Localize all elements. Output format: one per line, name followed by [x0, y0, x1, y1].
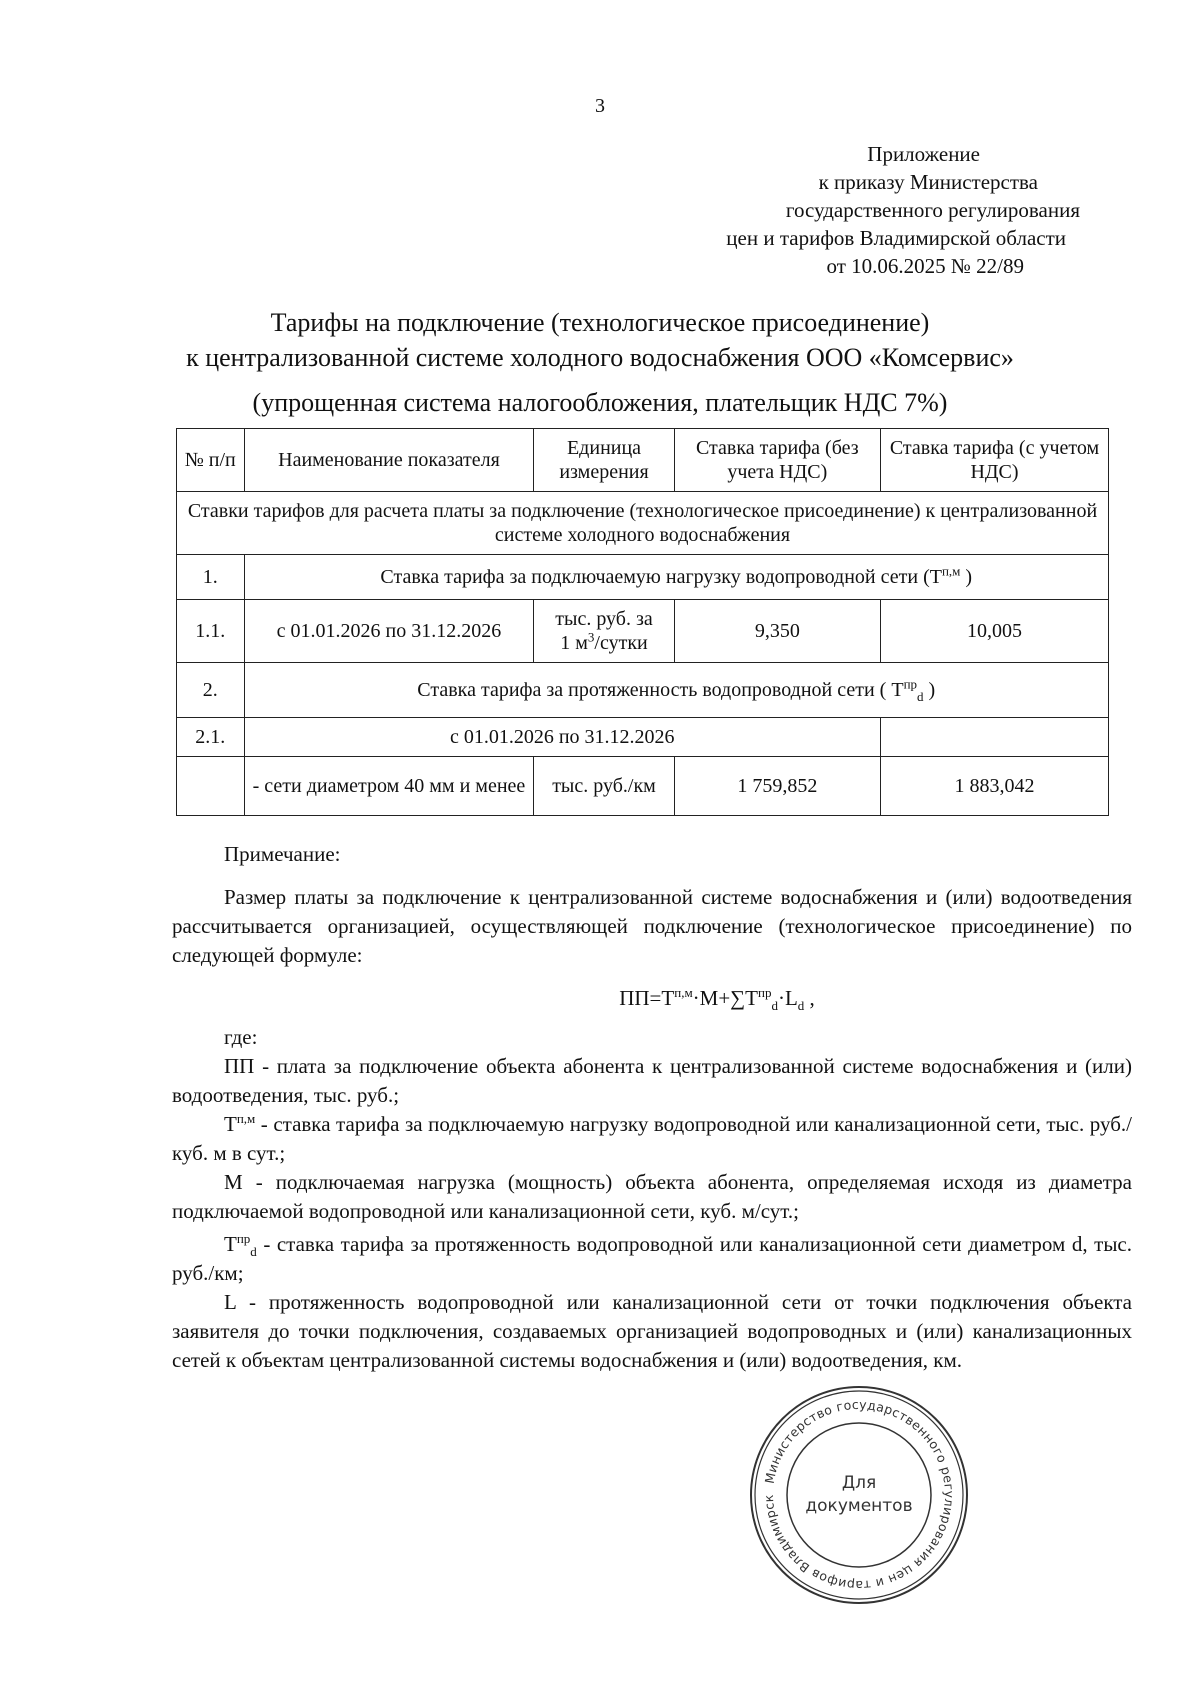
appendix-line: Приложение — [867, 142, 980, 166]
tariff-table — [176, 428, 1109, 816]
payment-formula: $ПП=Т^{п,м}\cdot М+\sum Т^{пр}_d\cdot L_d$ , — [619, 985, 815, 1014]
notes-intro: Размер платы за подключение к централизованной системе водоснабжения и (или) водоотведения рассчитывается организацией, осуществляющей подключение (технологическое присоединение) по следующей формуле: — [172, 885, 1132, 967]
appendix-header — [660, 140, 1080, 280]
section-title: Ставки тарифов для расчета платы за подключение (технологическое присоединение) к централизованной системе холодного водоснабжения — [177, 492, 1109, 555]
definition-m: М - подключаемая нагрузка (мощность) объекта абонента, определяемая исходя из диаметра подключаемой водопроводной или канализационной сети, куб. м/сут.; — [172, 1170, 1132, 1223]
page-number: 3 — [595, 95, 605, 117]
appendix-line: государственного регулирования — [785, 198, 1080, 222]
row-period: с 01.01.2026 по 31.12.2026 — [244, 718, 881, 757]
row-period: с 01.01.2026 по 31.12.2026 — [244, 600, 534, 663]
header-name: Наименование показателя — [244, 429, 534, 492]
definition-l: L - протяженность водопроводной или канализационной сети от точки подключения объекта заявителя до точки подключения, создаваемых организацией водопроводных и (или) канализационных сетей к объектам централизованной системы водоснабжения и (или) водоотведения, км. — [172, 1290, 1132, 1372]
row-num: 1. — [177, 555, 245, 600]
header-num: № п/п — [177, 429, 245, 492]
row-num: 2. — [177, 663, 245, 718]
appendix-line: цен и тарифов Владимирской области — [726, 226, 1066, 250]
appendix-line: к приказу Министерства — [818, 170, 1038, 194]
table-row — [177, 757, 1109, 816]
header-rate-with-vat: Ставка тарифа (с учетом НДС) — [881, 429, 1109, 492]
row-unit: тыс. руб. за 1 $м^3$/сутки — [534, 600, 674, 663]
table-row — [177, 600, 1109, 663]
row-num: 1.1. — [177, 600, 245, 663]
row-rate-no-vat: 1 759,852 — [674, 757, 880, 816]
table-row — [177, 555, 1109, 600]
definition-tpm: $Т^{п,м}$ - ставка тарифа за подключаемую нагрузку водопроводной или канализационной сети, тыс. руб./куб. м в сут.; — [172, 1111, 1132, 1165]
row-rate-no-vat: 9,350 — [674, 600, 880, 663]
table-row — [177, 663, 1109, 718]
header-rate-no-vat: Ставка тарифа (без учета НДС) — [674, 429, 880, 492]
row-rate-with-vat: 1 883,042 — [881, 757, 1109, 816]
title-line: Тарифы на подключение (технологическое присоединение) — [270, 308, 930, 337]
appendix-date-number: от 10.06.2025 № 22/89 — [826, 254, 1024, 278]
document-title — [0, 305, 1200, 420]
row-pipe-name: - сети диаметром 40 мм и менее — [244, 757, 534, 816]
table-header-row — [177, 429, 1109, 492]
notes-heading: Примечание: — [224, 842, 341, 866]
table-row — [177, 718, 1109, 757]
notes-section — [172, 840, 1132, 1375]
row-num — [177, 757, 245, 816]
stamp-center-text: Для документов — [805, 1473, 913, 1516]
title-line: к централизованной системе холодного водоснабжения ООО «Комсервис» — [186, 343, 1014, 372]
definition-td: $Т^{пр}_d$ - ставка тарифа за протяженность водопроводной или канализационной сети диаметром d, тыс. руб./км; — [172, 1231, 1132, 1285]
row-title: Ставка тарифа за протяженность водопроводной сети ( $Т^{пр}_d$ ) — [244, 663, 1109, 718]
row-empty-cell — [881, 718, 1109, 757]
title-subline: (упрощенная система налогообложения, плательщик НДС 7%) — [252, 388, 948, 417]
notes-where: где: — [224, 1025, 258, 1049]
table-section-row — [177, 492, 1109, 555]
stamp-ring-text: Министерство государственного регулирования цен и тарифов Владимирск — [760, 1396, 958, 1594]
header-unit: Единица измерения — [534, 429, 674, 492]
row-title: Ставка тарифа за подключаемую нагрузку водопроводной сети ($Т^{п,м}$ ) — [244, 555, 1109, 600]
ministry-stamp — [748, 1384, 970, 1606]
row-num: 2.1. — [177, 718, 245, 757]
row-rate-with-vat: 10,005 — [881, 600, 1109, 663]
row-unit: тыс. руб./км — [534, 757, 674, 816]
definition-pp: ПП - плата за подключение объекта абонента к централизованной системе водоснабжения и (или) водоотведения, тыс. руб.; — [172, 1054, 1132, 1107]
